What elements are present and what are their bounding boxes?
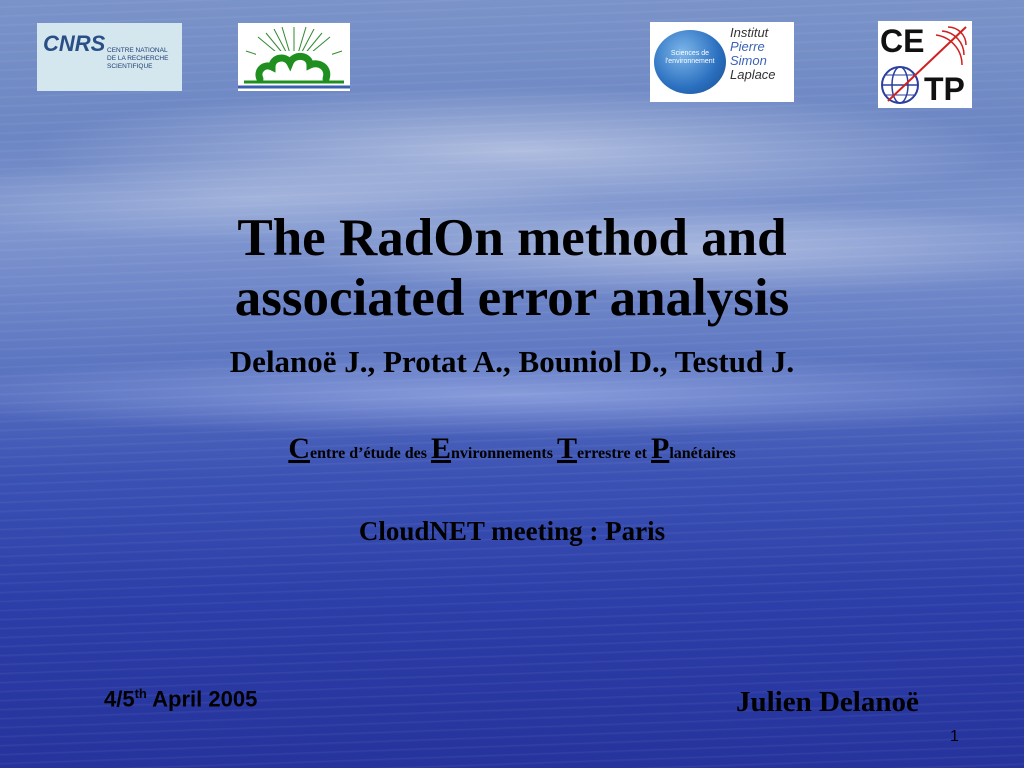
institution-initial: C <box>288 432 310 465</box>
ipsl-globe-line: Sciences de <box>670 50 710 57</box>
meeting-name: CloudNET meeting : Paris <box>358 516 666 546</box>
institution-word: nvironnements <box>451 445 557 462</box>
ipsl-logo-text <box>730 26 776 82</box>
title-line: The RadOn method and <box>237 209 787 267</box>
cnrs-line: DE LA RECHERCHE <box>107 55 169 62</box>
page-number: 1 <box>950 728 959 745</box>
date-prefix: 4/5 <box>104 686 135 712</box>
cnrs-line: CENTRE NATIONAL <box>107 47 168 54</box>
institution-word: lanétaires <box>669 445 736 462</box>
date-rest: April 2005 <box>146 686 258 712</box>
institution-word: entre d’étude des <box>309 445 432 462</box>
date-suffix-sup: th <box>134 686 147 701</box>
cetp-logo-bottom: TP <box>924 71 965 107</box>
institution-word: errestre et <box>576 445 651 462</box>
institution-initial: P <box>651 432 670 465</box>
globe-antenna-icon <box>878 21 972 108</box>
institution-name <box>0 432 1024 466</box>
tree-sun-icon <box>238 23 350 91</box>
presentation-date <box>104 686 257 712</box>
institution-initial: T <box>556 432 577 465</box>
cnrs-line: SCIENTIFIQUE <box>107 63 153 70</box>
cetp-logo <box>878 21 972 108</box>
cnrs-logo-mark: CNRS <box>43 31 106 56</box>
title-line: associated error analysis <box>234 269 790 327</box>
ipsl-line: Simon <box>730 53 767 68</box>
ipsl-line: Pierre <box>730 39 765 54</box>
tree-sun-logo <box>238 23 350 91</box>
ipsl-globe-line: l'environnement <box>665 58 715 65</box>
ipsl-logo <box>650 22 794 102</box>
presenter-name: Julien Delanoë <box>736 686 919 718</box>
cnrs-logo-text <box>107 47 168 71</box>
institution-initial: E <box>431 432 452 465</box>
ipsl-globe-text <box>658 50 722 66</box>
slide-title <box>0 208 1024 328</box>
cnrs-logo <box>37 23 182 91</box>
ipsl-line: Institut <box>730 25 769 40</box>
cetp-logo-top: CE <box>880 23 925 59</box>
ipsl-line: Laplace <box>730 67 776 82</box>
authors: Delanoë J., Protat A., Bouniol D., Testud J. <box>229 344 795 379</box>
